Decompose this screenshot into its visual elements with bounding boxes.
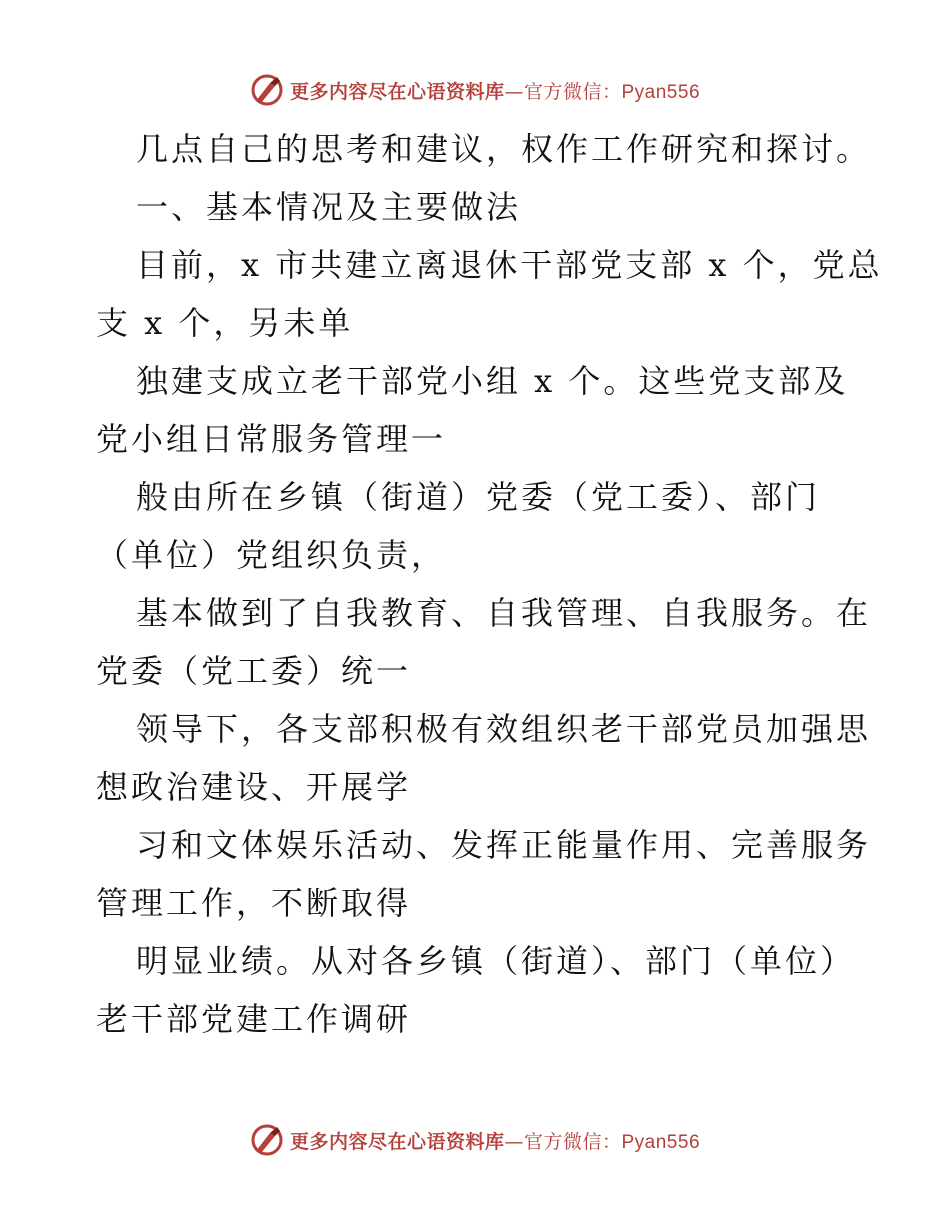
header-banner-text: 更多内容尽在心语资料库—官方微信：Pyan556 (289, 80, 701, 103)
document-body (96, 120, 883, 1048)
body-line: 领导下，各支部积极有效组织老干部党员加强思 (136, 710, 872, 748)
body-line: 习和文体娱乐活动、发挥正能量作用、完善服务 (136, 826, 872, 864)
section-heading: 一、基本情况及主要做法 (136, 188, 522, 226)
body-line: 党小组日常服务管理一 (96, 420, 447, 458)
body-line: 基本做到了自我教育、自我管理、自我服务。在 (136, 594, 872, 632)
body-line: 支 x 个，另未单 (96, 304, 354, 342)
body-line: 明显业绩。从对各乡镇（街道）、部门（单位） (136, 942, 856, 980)
body-line: 般由所在乡镇（街道）党委（党工委）、部门 (136, 478, 821, 516)
body-line: 管理工作，不断取得 (96, 884, 412, 922)
pen-logo-icon (250, 1123, 284, 1157)
body-line: 老干部党建工作调研 (96, 1000, 412, 1038)
footer-banner-text: 更多内容尽在心语资料库—官方微信：Pyan556 (289, 1130, 701, 1153)
body-line: 独建支成立老干部党小组 x 个。这些党支部及 (136, 362, 849, 400)
pen-logo-icon (250, 73, 284, 107)
header-banner (0, 70, 950, 110)
body-line: 几点自己的思考和建议，权作工作研究和探讨。 (136, 130, 872, 168)
body-line: （单位）党组织负责， (96, 536, 447, 574)
body-line: 想政治建设、开展学 (96, 768, 412, 806)
footer-banner (0, 1120, 950, 1160)
body-line: 党委（党工委）统一 (96, 652, 412, 690)
body-line: 目前，x 市共建立离退休干部党支部 x 个，党总 (136, 246, 883, 284)
